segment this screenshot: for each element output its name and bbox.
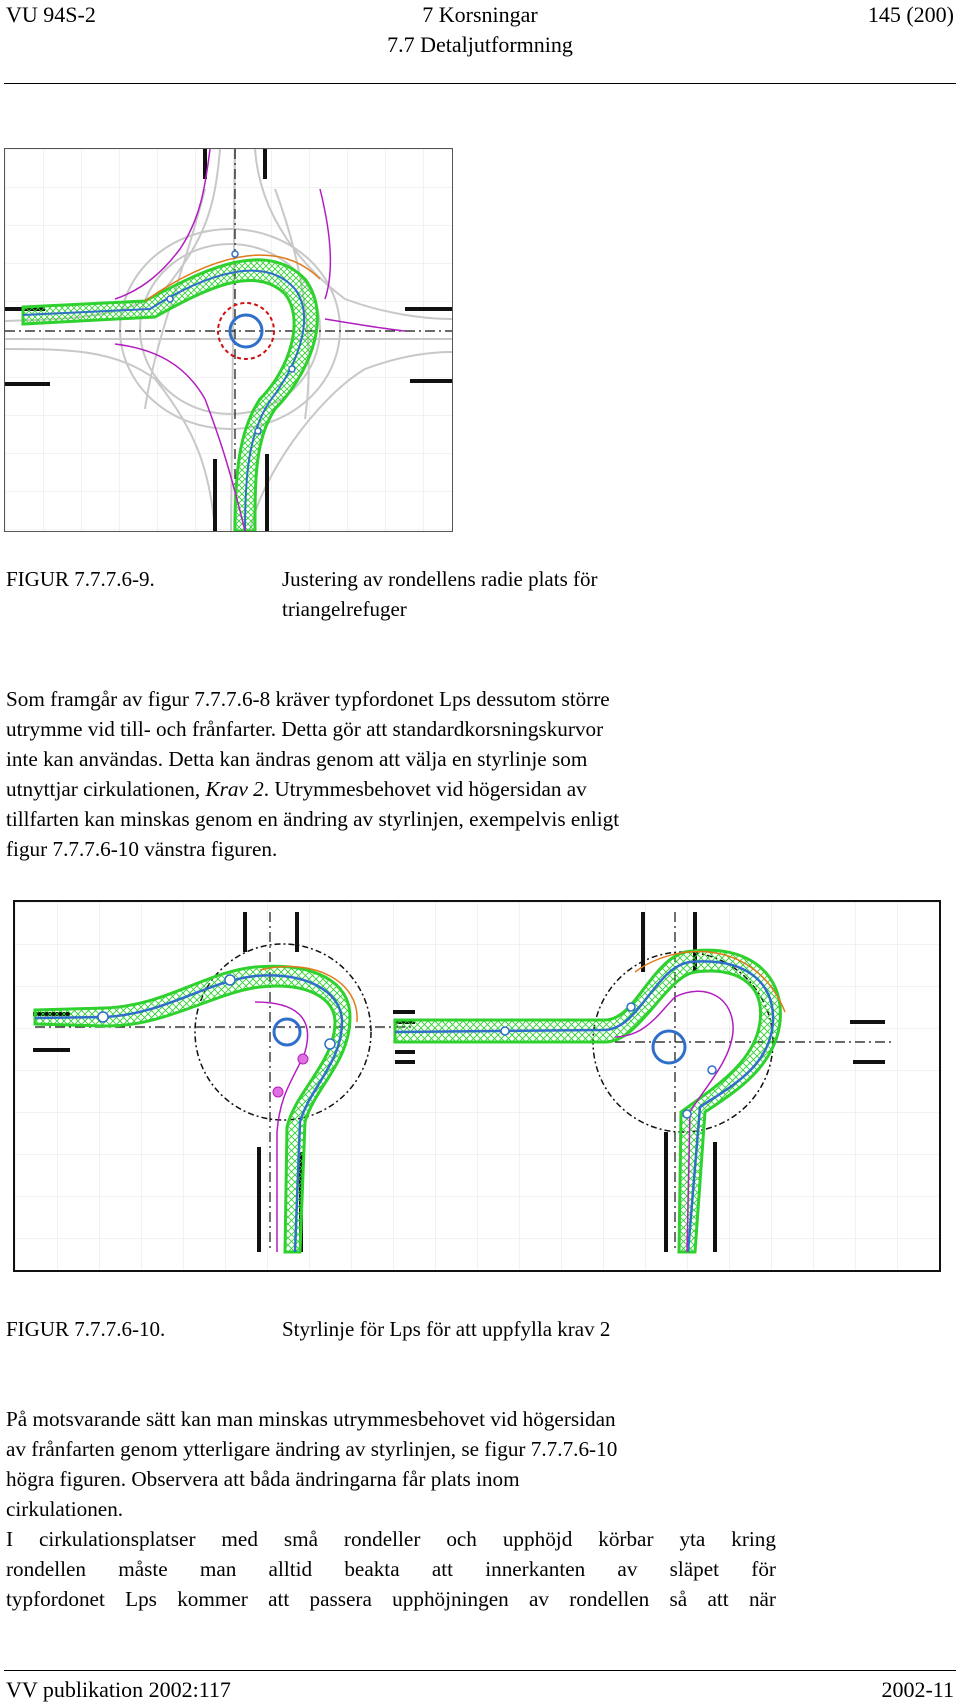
paragraph-2 bbox=[6, 1404, 776, 1524]
footer-date: 2002-11 bbox=[881, 1677, 954, 1702]
paragraph-3-line: typfordonet Lps kommer att passera upphöjningen av rondellen så att när bbox=[6, 1587, 776, 1611]
paragraph-1-line: Som framgår av figur 7.7.7.6-8 kräver typfordonet Lps dessutom större bbox=[6, 687, 610, 711]
paragraph-1-line bbox=[6, 774, 776, 804]
figure1-caption bbox=[282, 564, 742, 624]
header-doc-id: VU 94S-2 bbox=[6, 2, 96, 27]
header-page-number: 145 (200) bbox=[867, 2, 954, 27]
figure-7-7-7-6-9 bbox=[4, 148, 453, 532]
footer-rule bbox=[4, 1670, 956, 1671]
paragraph-1-line: tillfarten kan minskas genom en ändring av styrlinjen, exempelvis enligt bbox=[6, 807, 620, 831]
paragraph-1-line: inte kan användas. Detta kan ändras genom att välja en styrlinje som bbox=[6, 747, 588, 771]
figure1-caption-line2: triangelrefuger bbox=[282, 597, 407, 621]
figure2-label: FIGUR 7.7.7.6-10. bbox=[6, 1317, 166, 1341]
header-chapter-title: 7 Korsningar bbox=[422, 2, 538, 27]
paragraph-1-line: utrymme vid till- och frånfarter. Detta gör att standardkorsningskurvor bbox=[6, 717, 604, 741]
roundabout-intersection-diagram bbox=[5, 149, 452, 531]
header-rule bbox=[4, 83, 956, 84]
paragraph-2-line: På motsvarande sätt kan man minskas utrymmesbehovet vid högersidan bbox=[6, 1407, 616, 1431]
figure-7-7-7-6-10 bbox=[13, 900, 941, 1272]
paragraph-2-line: cirkulationen. bbox=[6, 1497, 124, 1521]
figure1-label: FIGUR 7.7.7.6-9. bbox=[6, 567, 155, 591]
paragraph-1-line: figur 7.7.7.6-10 vänstra figuren. bbox=[6, 837, 278, 861]
figure1-caption-line1: Justering av rondellens radie plats för bbox=[282, 567, 598, 591]
figure2-caption: Styrlinje för Lps för att uppfylla krav 2 bbox=[282, 1317, 611, 1341]
footer-publication: VV publikation 2002:117 bbox=[6, 1677, 231, 1702]
header-chapter bbox=[0, 2, 960, 58]
paragraph-1-text: . Utrymmesbehovet vid högersidan av bbox=[263, 777, 587, 801]
paragraph-1-text: utnyttjar cirkulationen, bbox=[6, 777, 206, 801]
steering-line-diagrams bbox=[15, 902, 939, 1270]
paragraph-3-line: I cirkulationsplatser med små rondeller och upphöjd körbar yta kring bbox=[6, 1527, 776, 1551]
paragraph-2-line: av frånfarten genom ytterligare ändring av styrlinjen, se figur 7.7.7.6-10 bbox=[6, 1437, 618, 1461]
paragraph-3-line: rondellen måste man alltid beakta att innerkanten av släpet för bbox=[6, 1557, 776, 1581]
paragraph-3 bbox=[6, 1524, 776, 1614]
paragraph-1 bbox=[6, 684, 776, 864]
header-section-title: 7.7 Detaljutformning bbox=[387, 32, 573, 57]
krav-reference: Krav 2 bbox=[205, 777, 264, 801]
paragraph-2-line: högra figuren. Observera att båda ändringarna får plats inom bbox=[6, 1467, 520, 1491]
